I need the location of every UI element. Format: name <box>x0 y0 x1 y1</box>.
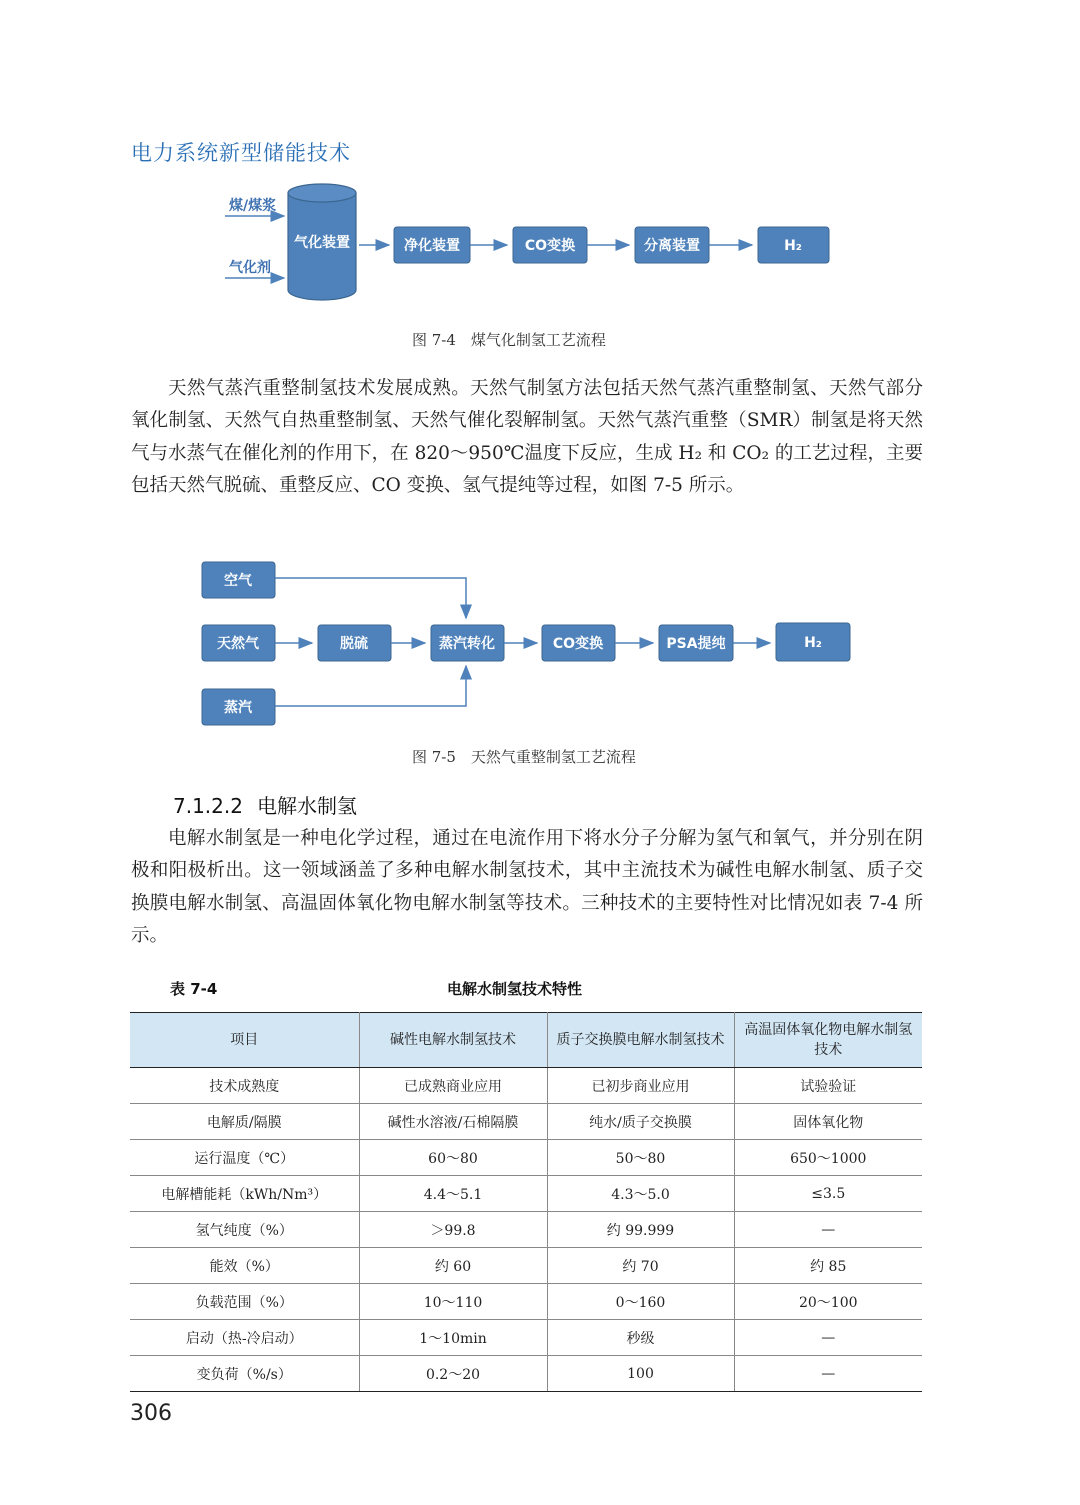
table-cell: ≤3.5 <box>734 1176 922 1212</box>
table-cell: 0.2～20 <box>359 1356 547 1392</box>
table-cell: 50～80 <box>547 1140 734 1176</box>
table-cell: — <box>734 1356 922 1392</box>
svg-text:净化装置: 净化装置 <box>404 238 460 254</box>
table-label: 表 7-4 <box>170 980 218 998</box>
table-header-row <box>130 1013 922 1068</box>
arrow-air <box>275 578 466 618</box>
input-agent-label: 气化剂 <box>229 260 271 276</box>
table-cell: 负载范围（%） <box>130 1284 359 1320</box>
table-header-cell: 高温固体氧化物电解水制氢技术 <box>734 1013 922 1068</box>
table-cell: — <box>734 1320 922 1356</box>
figure-7-5-caption: 图 7-5 天然气重整制氢工艺流程 <box>412 748 636 766</box>
table-cell: 20～100 <box>734 1284 922 1320</box>
input-coal-label: 煤/煤浆 <box>229 198 277 214</box>
spec-table <box>130 1012 922 1392</box>
table-cell: 能效（%） <box>130 1248 359 1284</box>
paragraph-electrolysis-text: 电解水制氢是一种电化学过程，通过在电流作用下将水分子分解为氢气和氧气，并分别在阴极和阳极析出。这一领域涵盖了多种电解水制氢技术，其中主流技术为碱性电解水制氢、质子交换膜电解水制氢、高温固体氧化物电解水制氢等技术。三种技术的主要特性对比情况如表 7-4 所示。 <box>131 828 923 946</box>
running-header: 电力系统新型储能技术 <box>131 141 351 165</box>
table-cell: 运行温度（℃） <box>130 1140 359 1176</box>
table-row <box>130 1356 922 1392</box>
table-cell: 650～1000 <box>734 1140 922 1176</box>
svg-text:蒸汽转化: 蒸汽转化 <box>439 636 495 652</box>
table-cell: 试验验证 <box>734 1068 922 1104</box>
section-title: 电解水制氢 <box>256 794 357 818</box>
page-number: 306 <box>130 1401 172 1426</box>
svg-text:分离装置: 分离装置 <box>644 238 700 254</box>
svg-text:天然气: 天然气 <box>217 636 259 652</box>
gasifier-label: 气化装置 <box>294 235 350 251</box>
table-title: 电解水制氢技术特性 <box>447 980 583 998</box>
table-cell: 4.3～5.0 <box>547 1176 734 1212</box>
table-cell: 60～80 <box>359 1140 547 1176</box>
table-cell: 0～160 <box>547 1284 734 1320</box>
table-cell: 10～110 <box>359 1284 547 1320</box>
box-psa <box>659 625 733 661</box>
box-steam <box>202 689 275 725</box>
paragraph-smr-text: 天然气蒸汽重整制氢技术发展成熟。天然气制氢方法包括天然气蒸汽重整制氢、天然气部分氧化制氢、天然气自热重整制氢、天然气催化裂解制氢。天然气蒸汽重整（SMR）制氢是将天然气与水蒸气在催化剂的作用下，在 820～950℃温度下反应，生成 H₂ 和 CO₂ 的工艺过程，主要包括天然气脱硫、重整反应、CO 变换、氢气提纯等过程，如图 7-5 所示。 <box>131 378 923 496</box>
svg-text:H₂: H₂ <box>784 238 802 254</box>
box-purify <box>394 227 470 263</box>
svg-text:CO变换: CO变换 <box>524 238 576 254</box>
box-desulfur <box>318 625 391 661</box>
table-cell: 100 <box>547 1356 734 1392</box>
table-cell: 变负荷（%/s） <box>130 1356 359 1392</box>
table-cell: 纯水/质子交换膜 <box>547 1104 734 1140</box>
table-cell: 4.4～5.1 <box>359 1176 547 1212</box>
table-row <box>130 1320 922 1356</box>
table-cell: 约 99.999 <box>547 1212 734 1248</box>
table-cell: 秒级 <box>547 1320 734 1356</box>
table-cell: 电解质/隔膜 <box>130 1104 359 1140</box>
svg-text:CO变换: CO变换 <box>552 636 604 652</box>
table-cell: 已初步商业应用 <box>547 1068 734 1104</box>
table-header-cell: 碱性电解水制氢技术 <box>359 1013 547 1068</box>
table-row <box>130 1068 922 1104</box>
gasifier-cylinder <box>288 184 356 300</box>
table-header-cell: 项目 <box>130 1013 359 1068</box>
box-co-shift-2 <box>542 625 615 661</box>
box-h2-2 <box>776 623 850 661</box>
table-cell: 1～10min <box>359 1320 547 1356</box>
table-row <box>130 1140 922 1176</box>
paragraph-smr <box>131 373 923 502</box>
svg-text:H₂: H₂ <box>804 635 822 651</box>
table-cell: 约 70 <box>547 1248 734 1284</box>
table-cell: 固体氧化物 <box>734 1104 922 1140</box>
arrow-steam <box>275 666 466 706</box>
figure-7-4-flowchart <box>0 180 1080 310</box>
box-separation <box>635 227 709 263</box>
table-row <box>130 1212 922 1248</box>
table-row <box>130 1176 922 1212</box>
table-cell: 氢气纯度（%） <box>130 1212 359 1248</box>
table-row <box>130 1284 922 1320</box>
box-air <box>202 562 275 598</box>
table-cell: 技术成熟度 <box>130 1068 359 1104</box>
box-natural-gas <box>202 625 275 661</box>
table-row <box>130 1104 922 1140</box>
svg-text:脱硫: 脱硫 <box>340 636 368 652</box>
paragraph-electrolysis <box>131 823 923 952</box>
box-steam-reform <box>431 625 504 661</box>
table-cell: 已成熟商业应用 <box>359 1068 547 1104</box>
table-cell: 启动（热-冷启动） <box>130 1320 359 1356</box>
table-row <box>130 1248 922 1284</box>
table-cell: 电解槽能耗（kWh/Nm³） <box>130 1176 359 1212</box>
table-cell: ＞99.8 <box>359 1212 547 1248</box>
section-heading <box>173 790 371 819</box>
figure-7-4-caption: 图 7-4 煤气化制氢工艺流程 <box>412 331 606 349</box>
box-co-shift <box>513 227 587 263</box>
svg-text:蒸汽: 蒸汽 <box>224 700 252 716</box>
table-header-cell: 质子交换膜电解水制氢技术 <box>547 1013 734 1068</box>
table-cell: — <box>734 1212 922 1248</box>
svg-text:PSA提纯: PSA提纯 <box>666 636 726 652</box>
table-cell: 约 60 <box>359 1248 547 1284</box>
figure-7-5-flowchart <box>0 558 1080 733</box>
table-cell: 碱性水溶液/石棉隔膜 <box>359 1104 547 1140</box>
table-cell: 约 85 <box>734 1248 922 1284</box>
box-h2 <box>758 227 829 263</box>
svg-text:空气: 空气 <box>224 573 252 589</box>
section-number: 7.1.2.2 <box>173 794 243 818</box>
